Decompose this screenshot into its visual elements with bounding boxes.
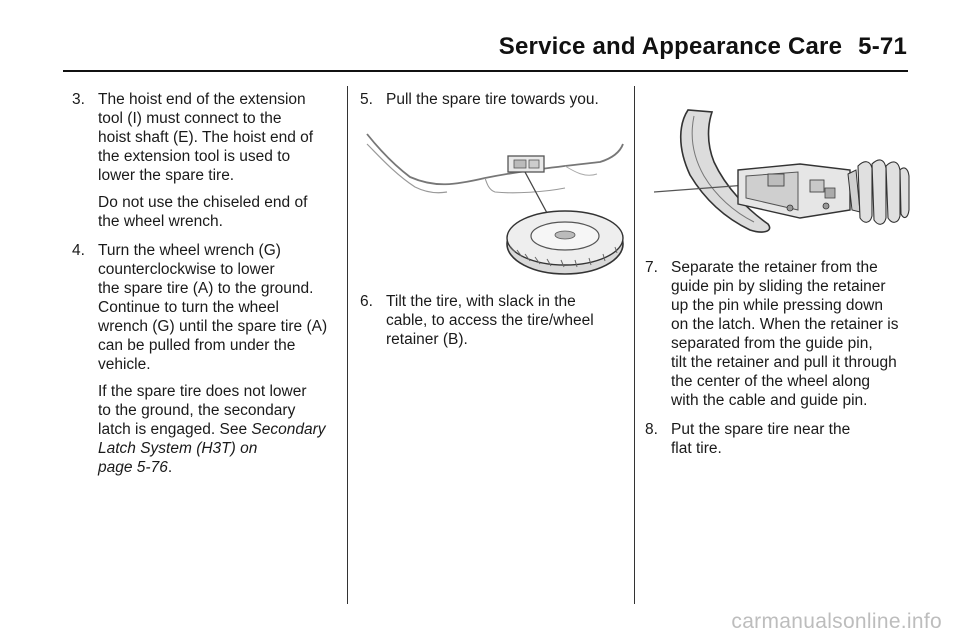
- step-text-line: Pull the spare tire towards you.: [386, 91, 599, 108]
- note-text-line: If the spare tire does not lower: [98, 383, 307, 400]
- retainer-guide-pin-drawing: [650, 100, 912, 250]
- step-text-line: counterclockwise to lower: [98, 261, 275, 278]
- step-text-line: flat tire.: [671, 440, 722, 457]
- column-3: [645, 258, 915, 468]
- step-text-line: wrench (G) until the spare tire (A): [98, 318, 328, 335]
- step-text-line: can be pulled from under the: [98, 337, 296, 354]
- spare-tire-drawing: [365, 122, 627, 282]
- step-text-line: tool (I) must connect to the: [98, 110, 282, 127]
- column-2: [360, 90, 630, 119]
- note-text-line: [98, 458, 342, 477]
- column-1: [72, 90, 342, 487]
- page-title: [499, 33, 907, 61]
- cross-reference-link[interactable]: Secondary: [251, 421, 326, 438]
- step-text-line: with the cable and guide pin.: [671, 392, 868, 409]
- step-text-line: Put the spare tire near the: [671, 421, 851, 438]
- step-text-line: Turn the wheel wrench (G): [98, 242, 281, 259]
- page-header: [0, 0, 960, 80]
- step-text-line: the spare tire (A) to the ground.: [98, 280, 314, 297]
- step-text-line: guide pin by sliding the retainer: [671, 278, 886, 295]
- step-number: 3.: [72, 91, 85, 108]
- spare-tire-illustration: [365, 122, 627, 282]
- step-3-note: [72, 193, 342, 231]
- step-7: [645, 258, 915, 410]
- step-text-line: the extension tool is used to: [98, 148, 291, 165]
- note-text-line: Do not use the chiseled end of: [98, 194, 308, 211]
- step-number: 4.: [72, 242, 85, 259]
- step-4-note: [72, 382, 342, 477]
- header-rule: [63, 70, 908, 72]
- column-2-lower: [360, 292, 630, 359]
- step-text-line: hoist shaft (E). The hoist end of: [98, 129, 314, 146]
- note-text: .: [167, 459, 173, 476]
- step-text-line: the center of the wheel along: [671, 373, 871, 390]
- section-title: Service and Appearance Care: [498, 33, 843, 60]
- step-text-line: up the pin while pressing down: [671, 297, 883, 314]
- column-divider-1: [347, 86, 348, 604]
- step-4: [72, 241, 342, 374]
- page-number: 5-71: [858, 33, 907, 60]
- retainer-guide-pin-illustration: [650, 100, 912, 250]
- step-text-line: Continue to turn the wheel: [98, 299, 279, 316]
- step-number: 7.: [645, 259, 658, 276]
- step-text-line: on the latch. When the retainer is: [671, 316, 899, 333]
- step-text-line: lower the spare tire.: [98, 167, 235, 184]
- step-number: 6.: [360, 293, 373, 310]
- step-text-line: Separate the retainer from the: [671, 259, 878, 276]
- step-text-line: retainer (B).: [386, 331, 468, 348]
- step-5: [360, 90, 630, 109]
- step-text-line: The hoist end of the extension: [98, 91, 306, 108]
- step-number: 8.: [645, 421, 658, 438]
- note-text-line: to the ground, the secondary: [98, 402, 296, 419]
- column-divider-2: [634, 86, 635, 604]
- step-text-line: Tilt the tire, with slack in the: [386, 293, 576, 310]
- watermark: carmanualsonline.info: [731, 610, 942, 633]
- step-3: [72, 90, 342, 185]
- note-text: latch is engaged. See: [98, 421, 252, 438]
- step-text-line: separated from the guide pin,: [671, 335, 873, 352]
- step-text-line: tilt the retainer and pull it through: [671, 354, 897, 371]
- note-text-line: [98, 420, 342, 439]
- step-number: 5.: [360, 91, 373, 108]
- note-text-line: the wheel wrench.: [98, 213, 223, 230]
- cross-reference-page-link[interactable]: page 5-76: [98, 459, 168, 476]
- cross-reference-link[interactable]: Latch System (H3T) on: [98, 440, 258, 457]
- step-text-line: cable, to access the tire/wheel: [386, 312, 594, 329]
- step-text-line: vehicle.: [98, 356, 151, 373]
- step-6: [360, 292, 630, 349]
- step-8: [645, 420, 915, 458]
